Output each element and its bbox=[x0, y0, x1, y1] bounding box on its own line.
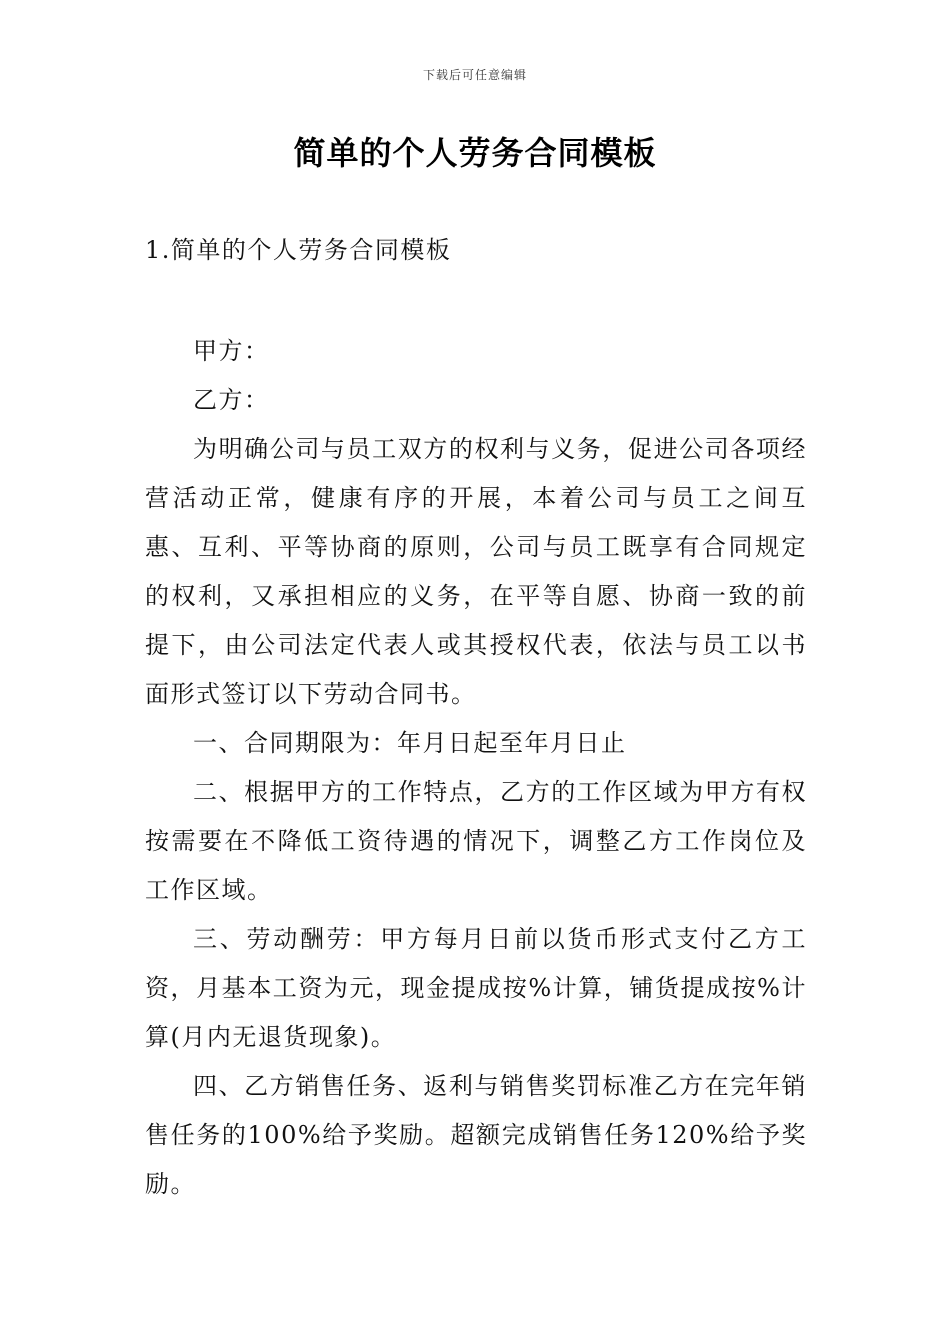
clause-remuneration: 三、劳动酬劳：甲方每月日前以货币形式支付乙方工资，月基本工资为元，现金提成按%计算，铺货提成按%计算(月内无退货现象)。 bbox=[145, 925, 807, 1051]
party-b-line: 乙方： bbox=[193, 386, 270, 414]
clause-sales-rewards: 四、乙方销售任务、返利与销售奖罚标准乙方在完年销售任务的100%给予奖励。超额完成销售任务120%给予奖励。 bbox=[145, 1072, 807, 1198]
section-heading: 1.简单的个人劳务合同模板 bbox=[145, 236, 452, 264]
party-a-line: 甲方： bbox=[193, 337, 270, 365]
clause-work-area: 二、根据甲方的工作特点，乙方的工作区域为甲方有权按需要在不降低工资待遇的情况下，调整乙方工作岗位及工作区域。 bbox=[145, 778, 807, 904]
header-note: 下载后可任意编辑 bbox=[422, 68, 527, 82]
intro-paragraph: 为明确公司与员工双方的权利与义务，促进公司各项经营活动正常，健康有序的开展，本着公司与员工之间互惠、互利、平等协商的原则，公司与员工既享有合同规定的权利，又承担相应的义务，在平等自愿、协商一致的前提下，由公司法定代表人或其授权代表，依法与员工以书面形式签订以下劳动合同书。 bbox=[145, 435, 807, 708]
document-title: 简单的个人劳务合同模板 bbox=[293, 134, 657, 172]
clause-term: 一、合同期限为：年月日起至年月日止 bbox=[193, 729, 627, 757]
document-body bbox=[145, 327, 807, 1209]
